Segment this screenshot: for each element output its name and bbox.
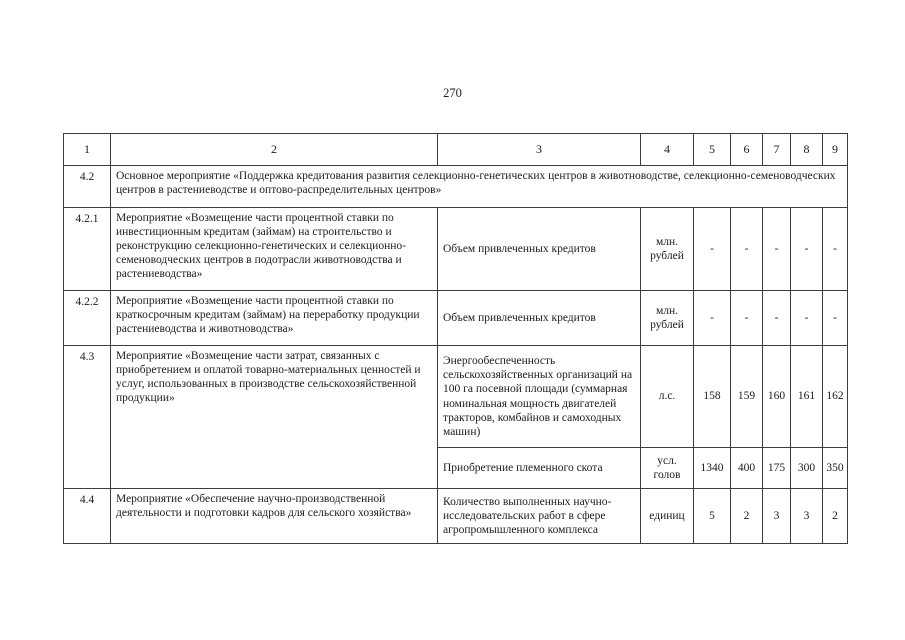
value-cell: 159 [731, 346, 763, 448]
value-cell: 300 [791, 448, 823, 489]
row-number-cell: 4.3 [64, 346, 111, 489]
table-header-row [64, 134, 848, 166]
header-col-9: 9 [823, 134, 848, 166]
unit-cell: усл. голов [641, 448, 694, 489]
value-cell: 161 [791, 346, 823, 448]
indicator-cell: Количество выполненных научно-исследовательских работ в сфере агропромышленного комплекса [438, 489, 641, 544]
row-4-4 [64, 489, 848, 544]
value-cell: 160 [763, 346, 791, 448]
value-cell: 400 [731, 448, 763, 489]
row-4-2-2 [64, 291, 848, 346]
indicators-table [63, 133, 848, 544]
value-cell: - [823, 208, 848, 291]
header-col-1: 1 [64, 134, 111, 166]
header-col-5: 5 [694, 134, 731, 166]
unit-cell: млн. рублей [641, 291, 694, 346]
value-cell: - [731, 208, 763, 291]
row-4-3-sub1 [64, 346, 848, 448]
row-4-2-1 [64, 208, 848, 291]
row-number-cell: 4.2.1 [64, 208, 111, 291]
header-col-2: 2 [111, 134, 438, 166]
value-cell: - [791, 291, 823, 346]
page-number: 270 [443, 86, 462, 100]
row-number-cell: 4.4 [64, 489, 111, 544]
indicator-cell: Объем привлеченных кредитов [438, 291, 641, 346]
activity-cell: Мероприятие «Возмещение части затрат, связанных с приобретением и оплатой товарно-материальных ценностей и услуг, использованных в производстве сельскохозяйственной продукции» [111, 346, 438, 489]
header-col-8: 8 [791, 134, 823, 166]
value-cell: 2 [731, 489, 763, 544]
activity-cell: Мероприятие «Возмещение части процентной ставки по краткосрочным кредитам (займам) на переработку продукции растениеводства и животноводства» [111, 291, 438, 346]
value-cell: - [823, 291, 848, 346]
main-activity-cell: Основное мероприятие «Поддержка кредитования развития селекционно-генетических центров в животноводстве, селекционно-семеноводческих центров в растениеводстве и оптово-распределительных центров» [111, 166, 848, 208]
row-number-cell: 4.2.2 [64, 291, 111, 346]
value-cell: 350 [823, 448, 848, 489]
value-cell: 158 [694, 346, 731, 448]
value-cell: - [791, 208, 823, 291]
value-cell: 2 [823, 489, 848, 544]
value-cell: 3 [763, 489, 791, 544]
value-cell: - [731, 291, 763, 346]
activity-cell: Мероприятие «Обеспечение научно-производственной деятельности и подготовки кадров для сельского хозяйства» [111, 489, 438, 544]
unit-cell: единиц [641, 489, 694, 544]
value-cell: 5 [694, 489, 731, 544]
indicator-cell: Приобретение племенного скота [438, 448, 641, 489]
value-cell: - [763, 291, 791, 346]
value-cell: 3 [791, 489, 823, 544]
indicator-cell: Объем привлеченных кредитов [438, 208, 641, 291]
value-cell: - [694, 291, 731, 346]
value-cell: 162 [823, 346, 848, 448]
indicator-cell: Энергообеспеченность сельскохозяйственных организаций на 100 га посевной площади (суммарная номинальная мощность двигателей тракторов, комбайнов и самоходных машин) [438, 346, 641, 448]
value-cell: - [763, 208, 791, 291]
value-cell: - [694, 208, 731, 291]
header-col-4: 4 [641, 134, 694, 166]
unit-cell: л.с. [641, 346, 694, 448]
value-cell: 175 [763, 448, 791, 489]
row-4-2 [64, 166, 848, 208]
value-cell: 1340 [694, 448, 731, 489]
activity-cell: Мероприятие «Возмещение части процентной ставки по инвестиционным кредитам (займам) на строительство и реконструкцию селекционно-генетических и селекционно-семеноводческих центров в подотрасли животноводства и растениеводства» [111, 208, 438, 291]
header-col-3: 3 [438, 134, 641, 166]
row-number-cell: 4.2 [64, 166, 111, 208]
unit-cell: млн. рублей [641, 208, 694, 291]
header-col-7: 7 [763, 134, 791, 166]
header-col-6: 6 [731, 134, 763, 166]
